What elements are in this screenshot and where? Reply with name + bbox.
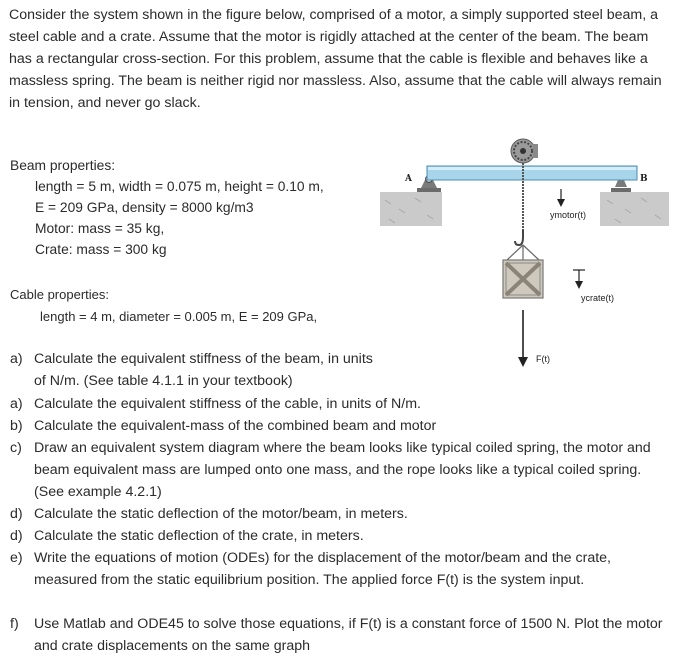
question-c xyxy=(10,437,660,503)
question-a1 xyxy=(10,348,380,392)
crate-mass: Crate: mass = 300 kg xyxy=(35,242,167,257)
cable-properties: length = 4 m, diameter = 0.005 m, E = 209 GPa, xyxy=(40,309,318,324)
force-arrow xyxy=(518,310,528,367)
question-a2 xyxy=(10,393,670,415)
beam-material: E = 209 GPa, density = 8000 kg/m3 xyxy=(35,200,254,215)
question-text: Calculate the equivalent-mass of the combined beam and motor xyxy=(34,418,437,434)
ymotor-arrow xyxy=(557,189,565,207)
beam-properties-title: Beam properties: xyxy=(10,158,116,173)
ground-right xyxy=(600,192,669,226)
question-text: Write the equations of motion (ODEs) for the displacement of the motor/beam and the crate, measured from the static equilibrium position. The applied force F(t) is the system input. xyxy=(34,550,611,588)
question-letter: b) xyxy=(10,418,23,434)
ymotor-label: ymotor(t) xyxy=(550,210,586,220)
beam-properties xyxy=(10,155,324,260)
cable-properties-title: Cable properties: xyxy=(10,287,109,302)
force-label: F(t) xyxy=(536,354,550,364)
question-text: Use Matlab and ODE45 to solve those equations, if F(t) is a constant force of 1500 N. Plot the motor and crate displacements on the same graph xyxy=(34,616,663,654)
question-e xyxy=(10,547,670,591)
question-text: Calculate the equivalent stiffness of the cable, in units of N/m. xyxy=(34,396,421,412)
label-b: B xyxy=(640,174,648,184)
motor-mass: Motor: mass = 35 kg, xyxy=(35,221,165,236)
system-figure xyxy=(375,135,675,375)
ycrate-label: ycrate(t) xyxy=(581,293,615,303)
problem-intro: Consider the system shown in the figure below, comprised of a motor, a simply supported steel beam, a steel cable and a crate. Assume that the motor is rigidly attached at the center of the beam. The beam has a rectangular cross-section. For this problem, assume that the cable is flexible and behaves like a massless spring. The beam is neither rigid nor massless. Also, assume that the cable will always remain in tension, and never go slack. xyxy=(9,7,662,111)
question-letter: e) xyxy=(10,550,23,566)
question-letter: a) xyxy=(10,351,23,367)
crate xyxy=(503,260,543,298)
question-letter: c) xyxy=(10,440,22,456)
ycrate-arrow xyxy=(573,270,585,289)
question-letter: a) xyxy=(10,396,23,412)
question-d1 xyxy=(10,503,670,525)
question-b xyxy=(10,415,670,437)
ground-left xyxy=(380,192,442,226)
label-a: A xyxy=(405,174,412,184)
question-letter: d) xyxy=(10,528,23,544)
question-text: Calculate the equivalent stiffness of the beam, in units of N/m. (See table 4.1.1 in your textbook) xyxy=(34,351,373,389)
question-letter: d) xyxy=(10,506,23,522)
question-letter: f) xyxy=(10,616,19,632)
question-f xyxy=(10,613,670,657)
question-text: Calculate the static deflection of the motor/beam, in meters. xyxy=(34,506,408,522)
hook xyxy=(515,230,523,245)
question-d2 xyxy=(10,525,670,547)
beam-dimensions: length = 5 m, width = 0.075 m, height = 0.10 m, xyxy=(35,179,324,194)
question-text: Draw an equivalent system diagram where the beam looks like typical coiled spring, the motor and beam equivalent mass are lumped onto one mass, and the rope looks like a typical coiled spring. (See example 4.2.1) xyxy=(34,440,651,500)
roller-support-b xyxy=(611,180,631,192)
motor xyxy=(511,139,538,163)
question-text: Calculate the static deflection of the crate, in meters. xyxy=(34,528,364,544)
